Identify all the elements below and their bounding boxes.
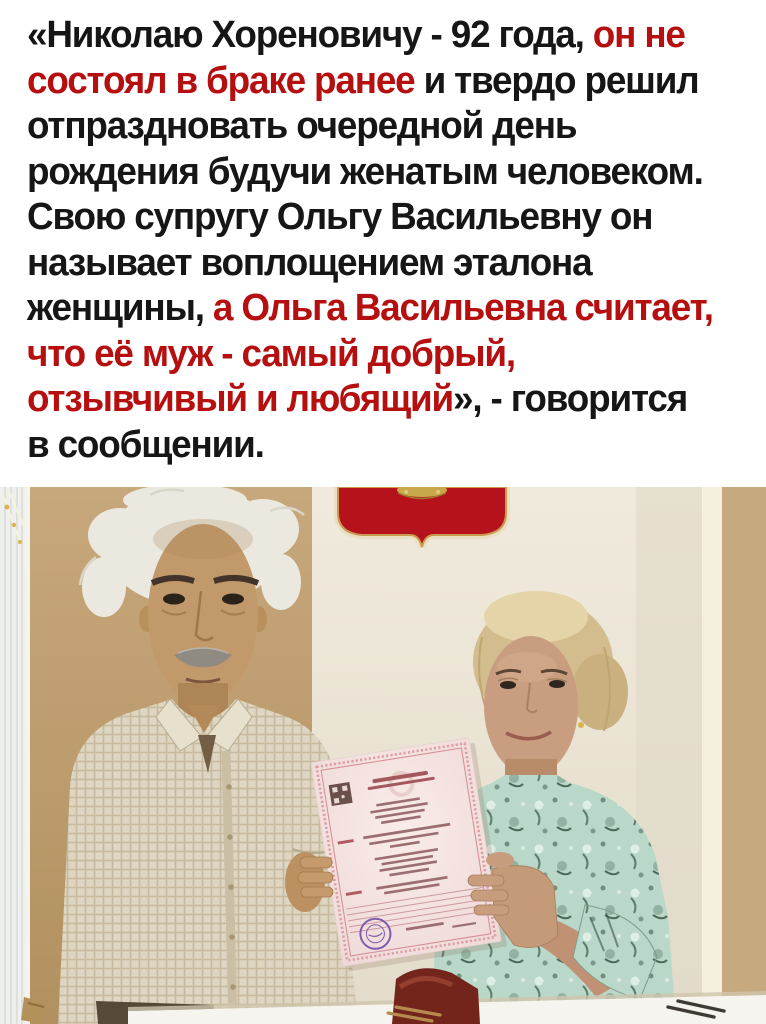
marriage-certificate [311, 737, 507, 972]
highlighted-segment: отзывчивый и любящий [27, 378, 454, 420]
certificate-qr-code [329, 782, 353, 806]
bride-eye [500, 681, 516, 689]
curtain [0, 487, 30, 1024]
highlighted-segment: что её муж - самый добрый, [27, 332, 516, 375]
photo-wedding-couple [0, 487, 766, 1024]
headline-line [27, 332, 740, 378]
headline-line [27, 286, 740, 332]
headline-line [27, 195, 740, 241]
wall-column-highlight [702, 487, 722, 1024]
headline-line [27, 104, 740, 150]
groom-eye [222, 594, 244, 605]
coat-of-arms [338, 487, 506, 547]
earring [578, 722, 584, 728]
highlighted-segment: а Ольга Васильевна считает, [212, 287, 713, 329]
groom-hand-fingers [298, 857, 333, 897]
headline-line [27, 241, 740, 287]
text-segment: », - говорится [453, 378, 688, 420]
bride-eye [549, 680, 565, 688]
headline-line [27, 150, 740, 196]
headline [27, 13, 762, 468]
text-segment: и твердо решил [423, 59, 699, 102]
text-segment: отпраздновать очередной день [27, 105, 577, 147]
headline-line [27, 423, 740, 469]
headline-line [27, 59, 740, 105]
text-segment: называет воплощением эталона [27, 241, 592, 284]
headline-line [27, 377, 740, 423]
text-segment: в сообщении. [27, 423, 264, 466]
wall-tan-right [722, 487, 766, 1024]
text-segment: женщины, [27, 287, 213, 329]
text-segment: рождения будучи женатым человеком. [27, 150, 703, 193]
highlighted-segment: состоял в браке ранее [27, 59, 424, 102]
photo-illustration [0, 487, 766, 1024]
headline-line [27, 13, 740, 59]
text-segment: Свою супругу Ольгу Васильевну он [27, 196, 653, 238]
text-segment: «Николаю Хореновичу - 92 года, [27, 14, 593, 56]
highlighted-segment: он не [592, 14, 685, 56]
groom-eye [163, 594, 185, 605]
